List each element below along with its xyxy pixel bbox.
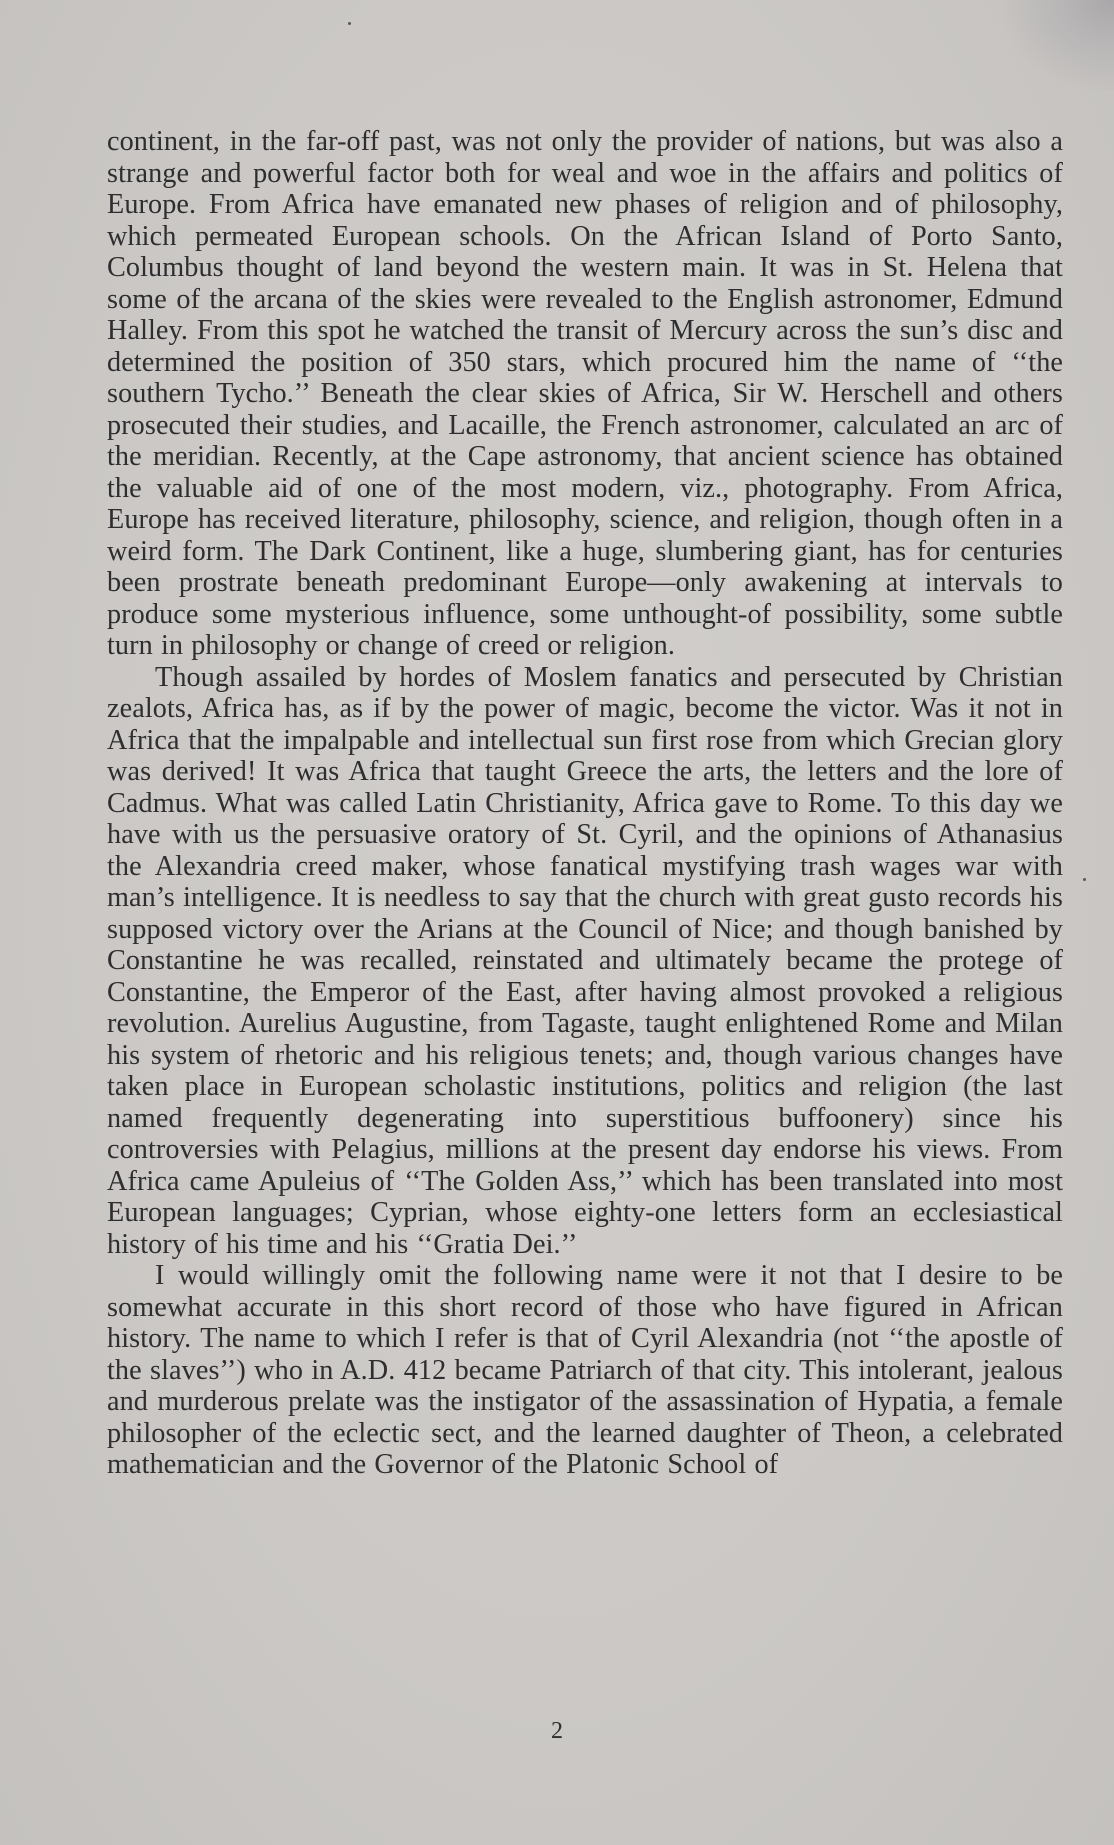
body-text — [107, 126, 1063, 1481]
page-number: 2 — [551, 1718, 563, 1744]
page-corner-shadow — [1004, 0, 1114, 90]
dust-speck — [1083, 878, 1086, 881]
paragraph-cyril-alexandria: I would willingly omit the following name were it not that I desire to be somewhat accurate in this short record of those who have figured in African history. The name to which I refer is that of Cyril Alexandria (not ‘‘the apostle of the slaves’’) who in A.D. 412 became Patriarch of that city. This intolerant, jealous and murderous prelate was the instigator of the assassination of Hypatia, a female philosopher of the eclectic sect, and the learned daughter of Theon, a celebrated mathematician and the Governor of the Platonic School of — [107, 1260, 1063, 1480]
dust-speck — [348, 22, 351, 25]
paragraph-continent: continent, in the far-off past, was not only the provider of nations, but was also a strange and powerful factor both for weal and woe in the affairs and politics of Europe. From Africa have emanated new phases of religion and of philosophy, which permeated European schools. On the African Island of Porto Santo, Columbus thought of land beyond the western main. It was in St. Helena that some of the arcana of the skies were revealed to the English astronomer, Edmund Halley. From this spot he watched the transit of Mercury across the sun’s disc and determined the position of 350 stars, which procured him the name of ‘‘the southern Tycho.’’ Beneath the clear skies of Africa, Sir W. Herschell and others prosecuted their studies, and Lacaille, the French astronomer, calculated an arc of the meridian. Recently, at the Cape astronomy, that ancient science has obtained the valuable aid of one of the most modern, viz., photography. From Africa, Europe has received literature, philosophy, science, and religion, though often in a weird form. The Dark Continent, like a huge, slumbering giant, has for centuries been prostrate beneath predominant Europe—only awakening at intervals to produce some mysterious influence, some unthought-of possibility, some subtle turn in philosophy or change of creed or religion. — [107, 126, 1063, 661]
paragraph-moslem-fanatics: Though assailed by hordes of Moslem fanatics and persecuted by Christian zealots, Africa has, as if by the power of magic, become the victor. Was it not in Africa that the impalpable and intellectual sun first rose from which Grecian glory was derived! It was Africa that taught Greece the arts, the letters and the lore of Cadmus. What was called Latin Christianity, Africa gave to Rome. To this day we have with us the persuasive oratory of St. Cyril, and the opinions of Athanasius the Alexandria creed maker, whose fanatical mystifying trash wages war with man’s intelligence. It is needless to say that the church with great gusto records his supposed victory over the Arians at the Council of Nice; and though banished by Constantine he was recalled, reinstated and ultimately became the protege of Constantine, the Emperor of the East, after having almost provoked a religious revolution. Aurelius Augustine, from Tagaste, taught enlightened Rome and Milan his system of rhetoric and his religious tenets; and, though various changes have taken place in European scholastic institutions, politics and religion (the last named frequently degenerating into superstitious buffoonery) since his controversies with Pelagius, millions at the present day endorse his views. From Africa came Apuleius of ‘‘The Golden Ass,’’ which has been translated into most European languages; Cyprian, whose eighty-one letters form an ecclesiastical history of his time and his ‘‘Gratia Dei.’’ — [107, 661, 1063, 1260]
